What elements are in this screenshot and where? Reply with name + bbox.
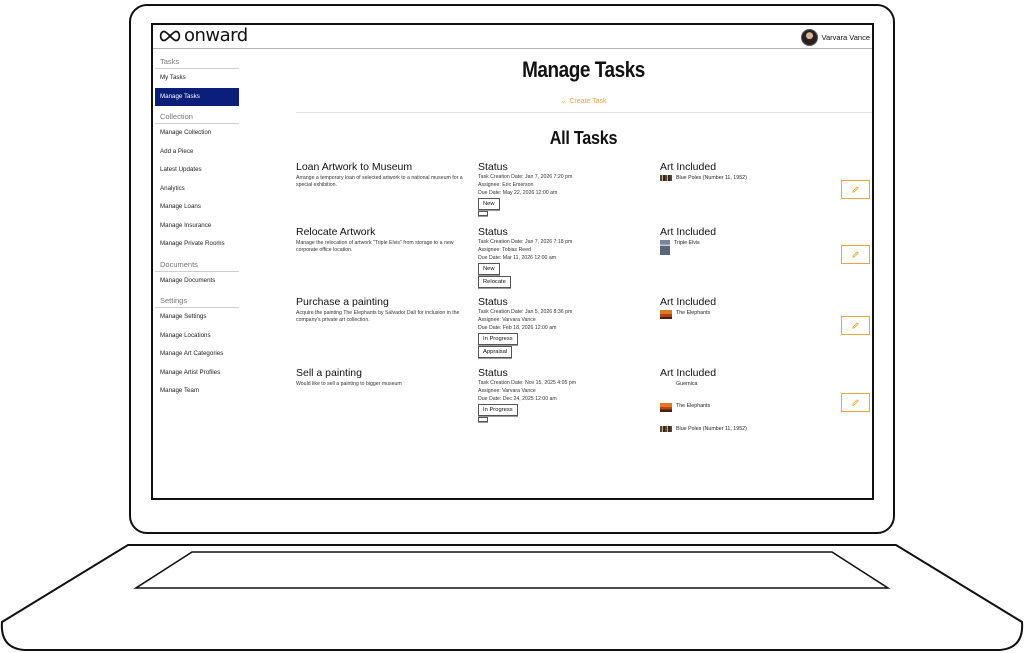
status-tag[interactable]: Relocate xyxy=(478,276,511,288)
art-heading: Art Included xyxy=(660,296,717,308)
create-task-toggle[interactable] xyxy=(296,97,871,105)
status-tag[interactable]: New xyxy=(478,263,500,275)
user-name: Varvara Vance xyxy=(821,32,870,42)
task-description: Arrange a temporary loan of selected artwork to a national museum for a special exhibition. xyxy=(296,175,463,188)
edit-task-button[interactable] xyxy=(841,316,870,335)
task-due-date: Due Date: Dec 24, 2025 12:00 am xyxy=(478,396,557,402)
status-heading: Status xyxy=(478,161,508,173)
all-tasks-title: All Tasks xyxy=(549,128,618,148)
task-creation-date: Task Creation Date: Nov 15, 2025 4:05 pm xyxy=(478,380,577,386)
art-item[interactable] xyxy=(660,381,830,387)
art-item[interactable] xyxy=(660,426,830,432)
top-bar xyxy=(153,25,872,49)
art-item[interactable] xyxy=(660,403,830,412)
sidebar-item-add-a-piece[interactable]: Add a Piece xyxy=(160,147,194,155)
art-heading: Art Included xyxy=(660,367,717,379)
task-due-date: Due Date: May 22, 2026 12:00 am xyxy=(478,190,558,196)
edit-task-button[interactable] xyxy=(841,180,870,199)
sidebar-item-manage-collection[interactable]: Manage Collection xyxy=(160,129,212,136)
task-creation-date: Task Creation Date: Jan 7, 2026 7:20 pm xyxy=(478,174,573,180)
art-title: Guernica xyxy=(676,381,698,387)
pencil-icon xyxy=(851,185,860,194)
divider xyxy=(296,112,872,113)
art-title: The Elephants xyxy=(676,403,711,409)
status-heading: Status xyxy=(478,296,508,308)
art-title: Triple Elvis xyxy=(674,240,700,246)
task-art xyxy=(660,226,830,255)
task-assignee: Assignee: Eric Emerson xyxy=(478,182,534,188)
status-tag[interactable]: In Progress xyxy=(478,404,518,416)
sidebar-section-documents: Documents xyxy=(155,256,239,272)
art-item[interactable] xyxy=(660,240,830,255)
artwork-thumbnail xyxy=(660,310,672,319)
status-tag-empty[interactable] xyxy=(478,211,488,216)
sidebar-item-manage-locations[interactable]: Manage Locations xyxy=(160,331,211,339)
artwork-thumbnail xyxy=(660,175,672,181)
art-item[interactable] xyxy=(660,175,830,181)
status-tag[interactable]: In Progress xyxy=(478,333,518,345)
sidebar-item-manage-documents[interactable]: Manage Documents xyxy=(160,276,216,284)
sidebar-section-tasks: Tasks xyxy=(155,53,239,69)
sidebar-item-analytics[interactable]: Analytics xyxy=(160,184,185,192)
sidebar-item-manage-insurance[interactable]: Manage Insurance xyxy=(160,221,212,229)
sidebar-item-manage-loans[interactable]: Manage Loans xyxy=(160,203,201,210)
pencil-icon xyxy=(851,398,860,407)
task-assignee: Assignee: Varvara Vance xyxy=(478,317,536,323)
sidebar xyxy=(155,51,239,401)
task-title: Purchase a painting xyxy=(296,296,389,308)
task-art xyxy=(660,367,830,432)
sidebar-section-settings: Settings xyxy=(155,292,239,308)
task-description: Manage the relocation of artwork "Triple Elvis" from storage to a new corporate office location. xyxy=(296,240,454,253)
sidebar-section-collection: Collection xyxy=(155,108,239,124)
sidebar-item-manage-art-categories[interactable]: Manage Art Categories xyxy=(160,350,224,357)
task-due-date: Due Date: Mar 11, 2026 12:00 am xyxy=(478,255,557,261)
page-title: Manage Tasks xyxy=(522,57,645,82)
sidebar-item-my-tasks[interactable]: My Tasks xyxy=(160,74,186,81)
sidebar-item-manage-private-rooms[interactable]: Manage Private Rooms xyxy=(160,240,225,247)
artwork-thumbnail xyxy=(660,240,670,255)
task-assignee: Assignee: Varvara Vance xyxy=(478,388,536,394)
logo[interactable] xyxy=(157,26,248,46)
logo-text: onward xyxy=(184,25,248,46)
art-title: The Elephants xyxy=(676,310,711,316)
chevron-down-icon: ⌄ xyxy=(560,98,567,105)
sidebar-item-manage-artist-profiles[interactable]: Manage Artist Profiles xyxy=(160,368,221,376)
sidebar-item-manage-team[interactable]: Manage Team xyxy=(160,387,200,394)
art-heading: Art Included xyxy=(660,226,717,238)
task-description: Would like to sell a painting to bigger museum xyxy=(296,381,402,387)
task-art xyxy=(660,161,830,181)
app-screen xyxy=(151,23,874,500)
art-heading: Art Included xyxy=(660,161,717,173)
edit-task-button[interactable] xyxy=(841,393,870,412)
art-item[interactable] xyxy=(660,310,830,319)
sidebar-item-latest-updates[interactable]: Latest Updates xyxy=(160,166,202,173)
artwork-thumbnail xyxy=(660,403,672,412)
task-art xyxy=(660,296,830,319)
sidebar-item-manage-tasks[interactable]: Manage Tasks xyxy=(155,88,239,107)
task-title: Sell a painting xyxy=(296,367,362,379)
sidebar-item-manage-settings[interactable]: Manage Settings xyxy=(160,313,207,320)
task-status xyxy=(478,161,653,216)
task-assignee: Assignee: Tobias Reed xyxy=(478,247,531,253)
task-status xyxy=(478,296,653,358)
task-status xyxy=(478,226,653,288)
status-tag[interactable]: New xyxy=(478,198,500,210)
user-menu[interactable] xyxy=(801,27,871,47)
status-tag[interactable]: Appraisal xyxy=(478,346,512,358)
task-due-date: Due Date: Feb 18, 2026 12:00 am xyxy=(478,325,557,331)
create-task-label: Create Task xyxy=(569,98,607,105)
status-heading: Status xyxy=(478,367,508,379)
pencil-icon xyxy=(851,321,860,330)
task-creation-date: Task Creation Date: Jan 7, 2026 7:18 pm xyxy=(478,239,573,245)
edit-task-button[interactable] xyxy=(841,245,870,264)
status-heading: Status xyxy=(478,226,508,238)
task-creation-date: Task Creation Date: Jan 5, 2026 8:36 pm xyxy=(478,309,573,315)
avatar[interactable] xyxy=(801,29,818,46)
task-title: Loan Artwork to Museum xyxy=(296,161,413,173)
artwork-thumbnail xyxy=(660,426,672,432)
art-title: Blue Poles (Number 11, 1952) xyxy=(676,426,747,432)
task-title: Relocate Artwork xyxy=(296,226,376,238)
pencil-icon xyxy=(851,250,860,259)
task-status xyxy=(478,367,653,422)
art-title: Blue Poles (Number 11, 1952) xyxy=(676,175,747,181)
task-description: Acquire the painting The Elephants by Salvador Dalí for inclusion in the company's private art collection. xyxy=(296,310,460,323)
status-tag-empty[interactable] xyxy=(478,417,488,422)
infinity-logo-icon xyxy=(157,29,183,43)
